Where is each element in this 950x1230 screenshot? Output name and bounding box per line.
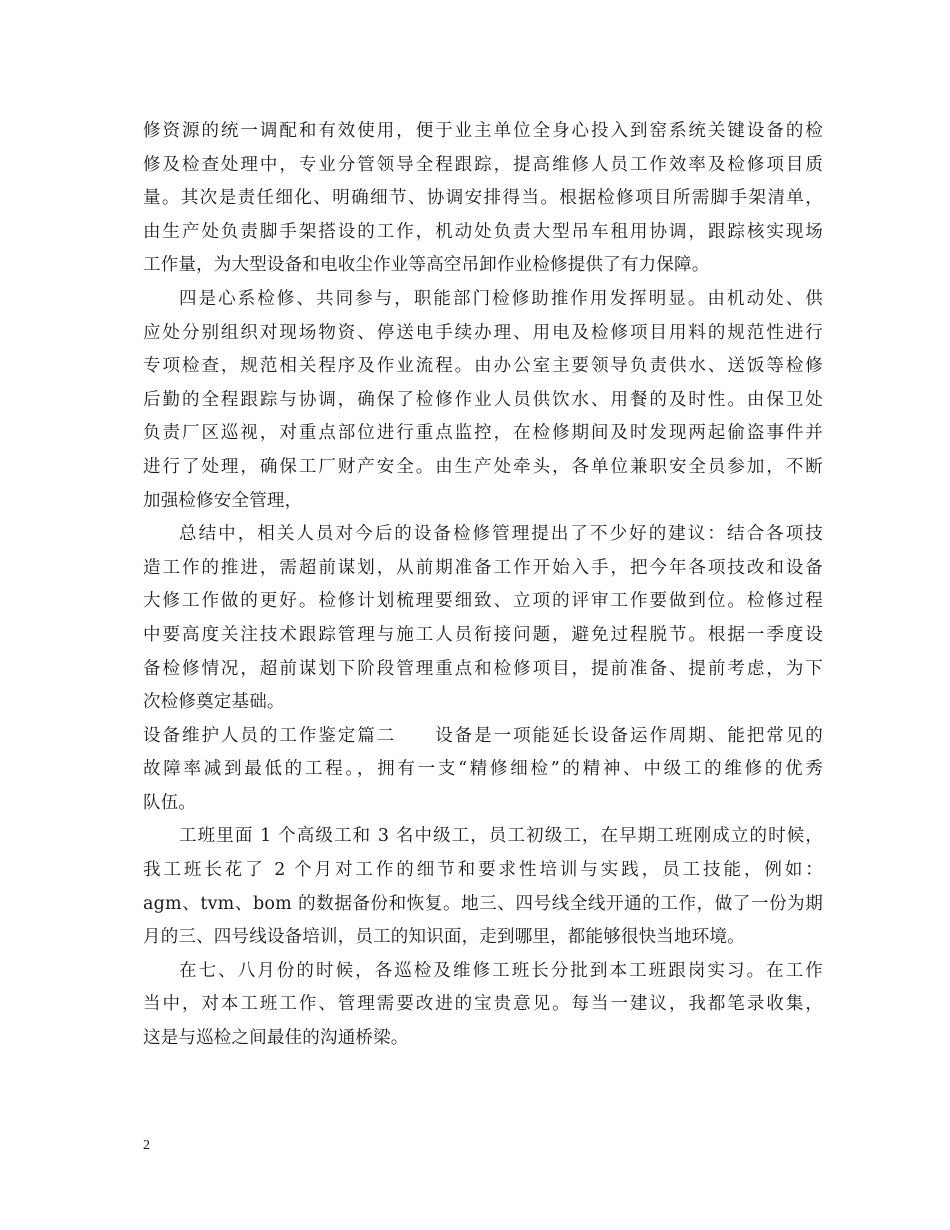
text-line: 在七、八月份的时候，各巡检及维修工班长分批到本工班跟岗实习。在工作 [179, 960, 823, 981]
text-line: 备检修情况，超前谋划下阶段管理重点和检修项目，提前准备、提前考虑，为下 [143, 658, 823, 679]
text-line: 大修工作做的更好。检修计划梳理要细致、立项的评审工作要做到位。检修过程 [143, 591, 823, 612]
text-line: 负责厂区巡视，对重点部位进行重点监控，在检修期间及时发现两起偷盗事件并 [143, 423, 823, 444]
text-line: 由生产处负责脚手架搭设的工作，机动处负责大型吊车租用协调，跟踪核实现场 [143, 221, 823, 242]
text-line: 中要高度关注技术跟踪管理与施工人员衔接问题，避免过程脱节。根据一季度设 [143, 624, 823, 645]
text-line: 修资源的统一调配和有效使用，便于业主单位全身心投入到窑系统关键设备的检 [143, 121, 823, 141]
text-line: 月的三、四号线设备培训，员工的知识面，走到哪里，都能够很快当地环境。 [143, 927, 745, 948]
text-line: 我工班长花了 2 个月对工作的细节和要求性培训与实践，员工技能，例如： [143, 860, 823, 881]
text-line: 工班里面 1 个高级工和 3 名中级工，员工初级工，在早期工班刚成立的时候， [179, 826, 823, 847]
text-line: 后勤的全程跟踪与协调，确保了检修作业人员供饮水、用餐的及时性。由保卫处 [143, 389, 823, 410]
text-line: 加强检修安全管理， [143, 490, 303, 511]
text-line: 量。其次是责任细化、明确细节、协调安排得当。根据检修项目所需脚手架清单， [143, 188, 823, 209]
text-line: 次检修奠定基础。 [143, 692, 285, 713]
paragraph [143, 283, 823, 518]
text-line: agm、tvm、bom 的数据备份和恢复。地三、四号线全线开通的工作，做了一份为期 [143, 893, 823, 914]
text-line: 修及检查处理中，专业分管领导全程跟踪，提高维修人员工作效率及检修项目质 [143, 154, 823, 175]
text-line: 当中，对本工班工作、管理需要改进的宝贵意见。每当一建议，我都笔录收集， [143, 994, 823, 1015]
text-line: 工作量，为大型设备和电收尘作业等高空吊卸作业检修提供了有力保障。 [143, 255, 710, 276]
paragraph [143, 115, 823, 283]
text-line: 应处分别组织对现场物资、停送电手续办理、用电及检修项目用料的规范性进行 [143, 322, 823, 343]
page-number: 2 [143, 1138, 150, 1153]
paragraph [143, 720, 823, 821]
paragraph [143, 518, 823, 720]
text-line: 总结中，相关人员对今后的设备检修管理提出了不少好的建议：结合各项技 [179, 524, 823, 545]
text-line: 设备维护人员的工作鉴定篇二 设备是一项能延长设备运作周期、能把常见的 [143, 725, 823, 746]
paragraph [143, 955, 823, 1056]
text-line: 四是心系检修、共同参与，职能部门检修助推作用发挥明显。由机动处、供 [179, 288, 823, 309]
text-line: 进行了处理，确保工厂财产安全。由生产处牵头，各单位兼职安全员参加，不断 [143, 456, 823, 477]
text-line: 造工作的推进，需超前谋划，从前期准备工作开始入手，把今年各项技改和设备 [143, 557, 823, 578]
text-line: 故障率减到最低的工程。，拥有一支“精修细检”的精神、中级工的维修的优秀 [143, 759, 823, 780]
paragraph [143, 820, 823, 954]
text-line: 专项检查，规范相关程序及作业流程。由办公室主要领导负责供水、送饭等检修 [143, 356, 823, 377]
body-text [143, 115, 823, 1056]
text-line: 队伍。 [143, 792, 197, 813]
text-line: 这是与巡检之间最佳的沟通桥梁。 [143, 1028, 409, 1049]
